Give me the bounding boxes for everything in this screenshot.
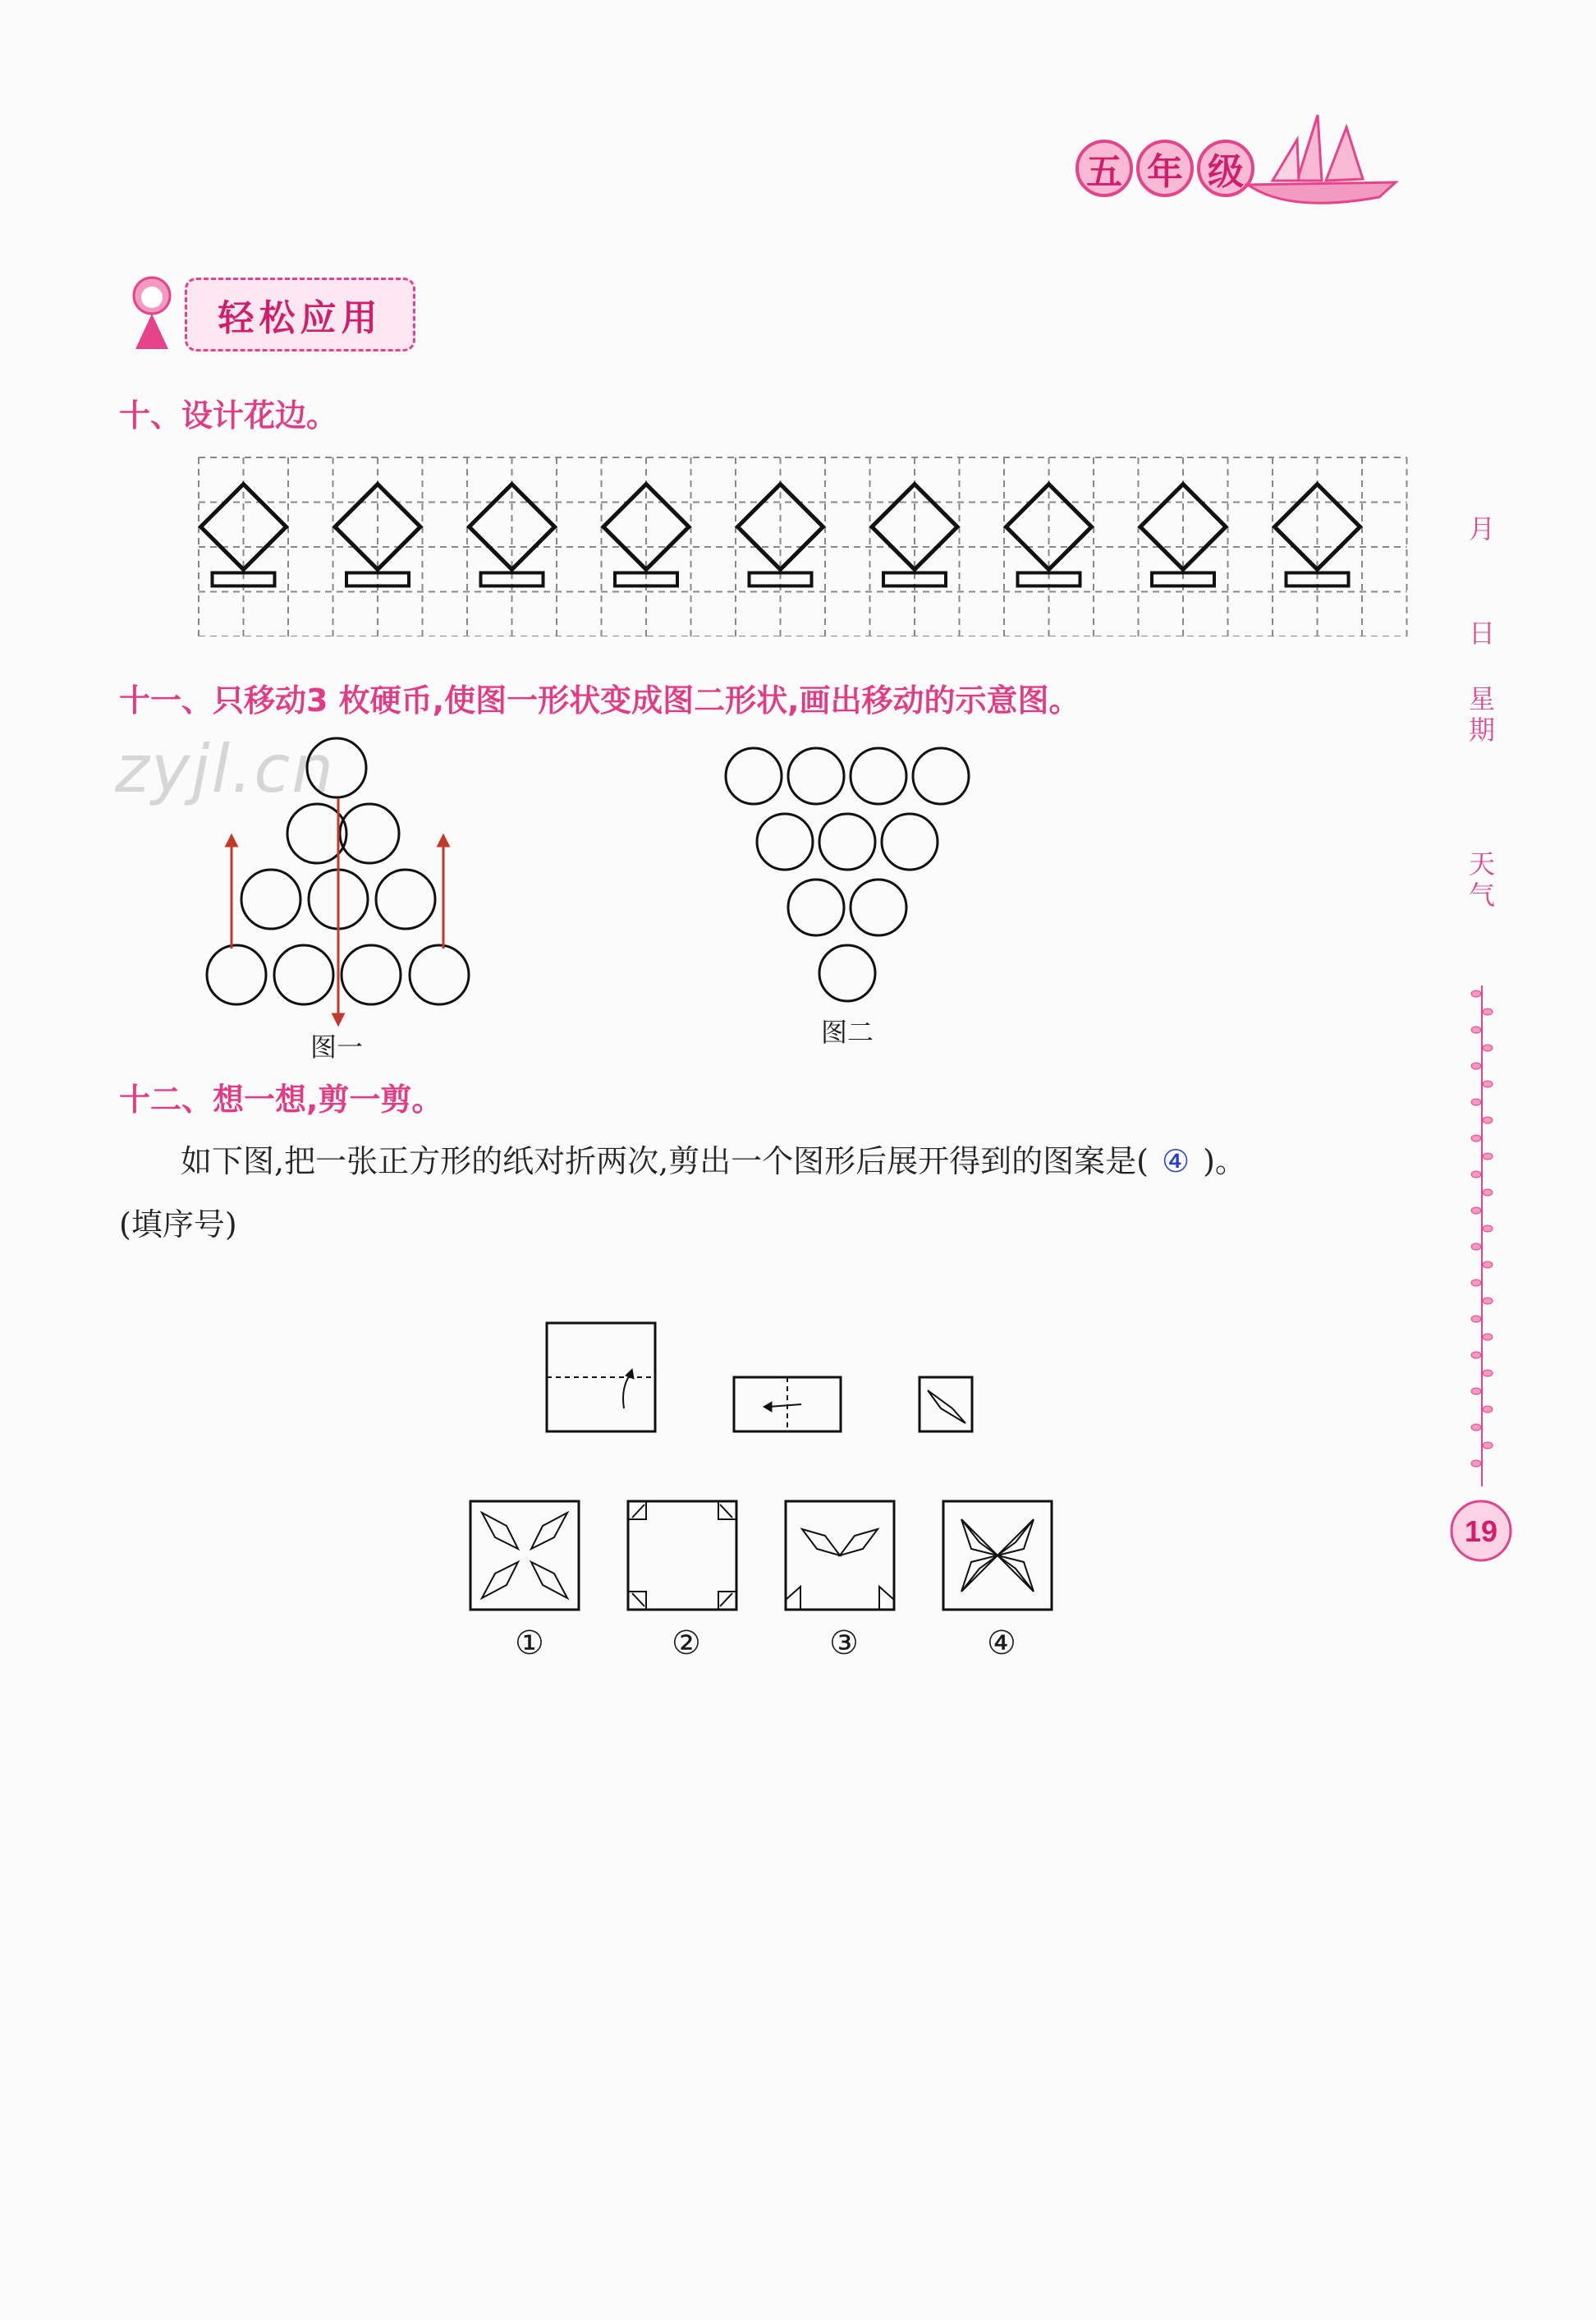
vine-leaf bbox=[1471, 1279, 1481, 1286]
border-design-grid bbox=[197, 456, 1412, 636]
coin bbox=[851, 880, 906, 935]
vine-leaf bbox=[1471, 1207, 1481, 1214]
question-end: )。 bbox=[1203, 1143, 1246, 1179]
vine-decoration bbox=[1465, 985, 1498, 1486]
fig1-caption: 图一 bbox=[310, 1031, 364, 1063]
month-label: 月 bbox=[1468, 513, 1495, 544]
girl-icon bbox=[123, 271, 189, 353]
page-number: 19 bbox=[1464, 1514, 1498, 1548]
vine-leaf bbox=[1471, 1424, 1481, 1431]
vine-leaf bbox=[1483, 1406, 1493, 1413]
coin bbox=[851, 748, 906, 804]
coin bbox=[307, 738, 366, 797]
figure-one bbox=[189, 723, 493, 1035]
sailboat-icon bbox=[1240, 107, 1404, 222]
coin bbox=[342, 945, 401, 1004]
diamond-motif bbox=[603, 484, 689, 586]
section-title: 轻松应用 bbox=[185, 278, 415, 351]
watermark: zyjl.cn bbox=[115, 731, 335, 807]
diamond-motif bbox=[738, 484, 823, 586]
vine-leaf bbox=[1483, 1045, 1493, 1051]
option-label: ② bbox=[672, 1624, 701, 1662]
q12-title: 十二、想一想,剪一剪。 bbox=[119, 1082, 443, 1118]
coin bbox=[788, 880, 844, 935]
vine-leaf bbox=[1471, 1243, 1481, 1250]
option-label: ① bbox=[515, 1624, 544, 1662]
coin bbox=[376, 870, 435, 929]
diamond-motif bbox=[1007, 484, 1092, 586]
vine-leaf bbox=[1471, 1460, 1481, 1467]
weather-label: 天气 bbox=[1468, 848, 1495, 911]
vine-leaf bbox=[1471, 1388, 1481, 1394]
vine-leaf bbox=[1483, 1117, 1493, 1123]
coin bbox=[340, 804, 399, 863]
diamond-motif bbox=[1140, 484, 1226, 586]
q10-title: 十、设计花边。 bbox=[119, 397, 338, 434]
coin bbox=[788, 748, 844, 804]
q12-hint: (填序号) bbox=[119, 1206, 237, 1243]
coin bbox=[726, 748, 782, 804]
vine-leaf bbox=[1483, 1189, 1493, 1196]
grade-badge bbox=[1075, 140, 1254, 197]
diamond-motif bbox=[470, 484, 555, 586]
coin bbox=[274, 945, 333, 1004]
coin bbox=[757, 814, 813, 870]
grade-char: 年 bbox=[1136, 140, 1194, 197]
coin bbox=[913, 748, 969, 804]
vine-leaf bbox=[1471, 1316, 1481, 1322]
diamond-motif bbox=[1275, 484, 1360, 586]
option-label: ④ bbox=[987, 1624, 1016, 1662]
vine-leaf bbox=[1483, 1298, 1493, 1304]
vine-leaf bbox=[1471, 1171, 1481, 1178]
coin bbox=[410, 945, 469, 1004]
vine-leaf bbox=[1471, 1352, 1481, 1358]
folding-steps bbox=[542, 1318, 985, 1441]
vine-leaf bbox=[1483, 1261, 1493, 1268]
vine-leaf bbox=[1483, 1008, 1493, 1015]
vine-leaf bbox=[1483, 1225, 1493, 1232]
coin bbox=[819, 945, 875, 1001]
answer-text: ④ bbox=[1162, 1143, 1190, 1179]
question-text: 如下图,把一张正方形的纸对折两次,剪出一个图形后展开得到的图案是( bbox=[181, 1143, 1149, 1179]
diamond-motif bbox=[335, 484, 420, 586]
diamond-motif bbox=[872, 484, 957, 586]
q12-question bbox=[181, 1136, 1246, 1181]
figure-two bbox=[714, 743, 977, 1006]
grade-char: 五 bbox=[1075, 140, 1133, 197]
vine-leaf bbox=[1471, 990, 1481, 997]
coin bbox=[241, 870, 300, 929]
vine-leaf bbox=[1471, 1027, 1481, 1033]
option-figures bbox=[464, 1495, 1063, 1618]
fig2-caption: 图二 bbox=[821, 1017, 874, 1048]
vine-leaf bbox=[1471, 1135, 1481, 1142]
vine-leaf bbox=[1471, 1063, 1481, 1069]
coin bbox=[819, 814, 875, 870]
page-number-badge bbox=[1445, 1495, 1517, 1567]
grade-char: 级 bbox=[1197, 140, 1254, 197]
vine-leaf bbox=[1483, 1153, 1493, 1160]
coin bbox=[207, 945, 266, 1004]
diamond-motif bbox=[201, 484, 287, 586]
option-label: ③ bbox=[829, 1624, 859, 1662]
q11-title: 十一、只移动3 枚硬币,使图一形状变成图二形状,画出移动的示意图。 bbox=[119, 682, 1080, 719]
vine-leaf bbox=[1483, 1081, 1493, 1087]
coin bbox=[882, 814, 938, 870]
vine-leaf bbox=[1483, 1370, 1493, 1376]
vine-leaf bbox=[1483, 1442, 1493, 1449]
weekday-label: 星期 bbox=[1468, 683, 1495, 746]
vine-leaf bbox=[1471, 1099, 1481, 1105]
vine-leaf bbox=[1483, 1334, 1493, 1340]
day-label: 日 bbox=[1468, 618, 1495, 649]
